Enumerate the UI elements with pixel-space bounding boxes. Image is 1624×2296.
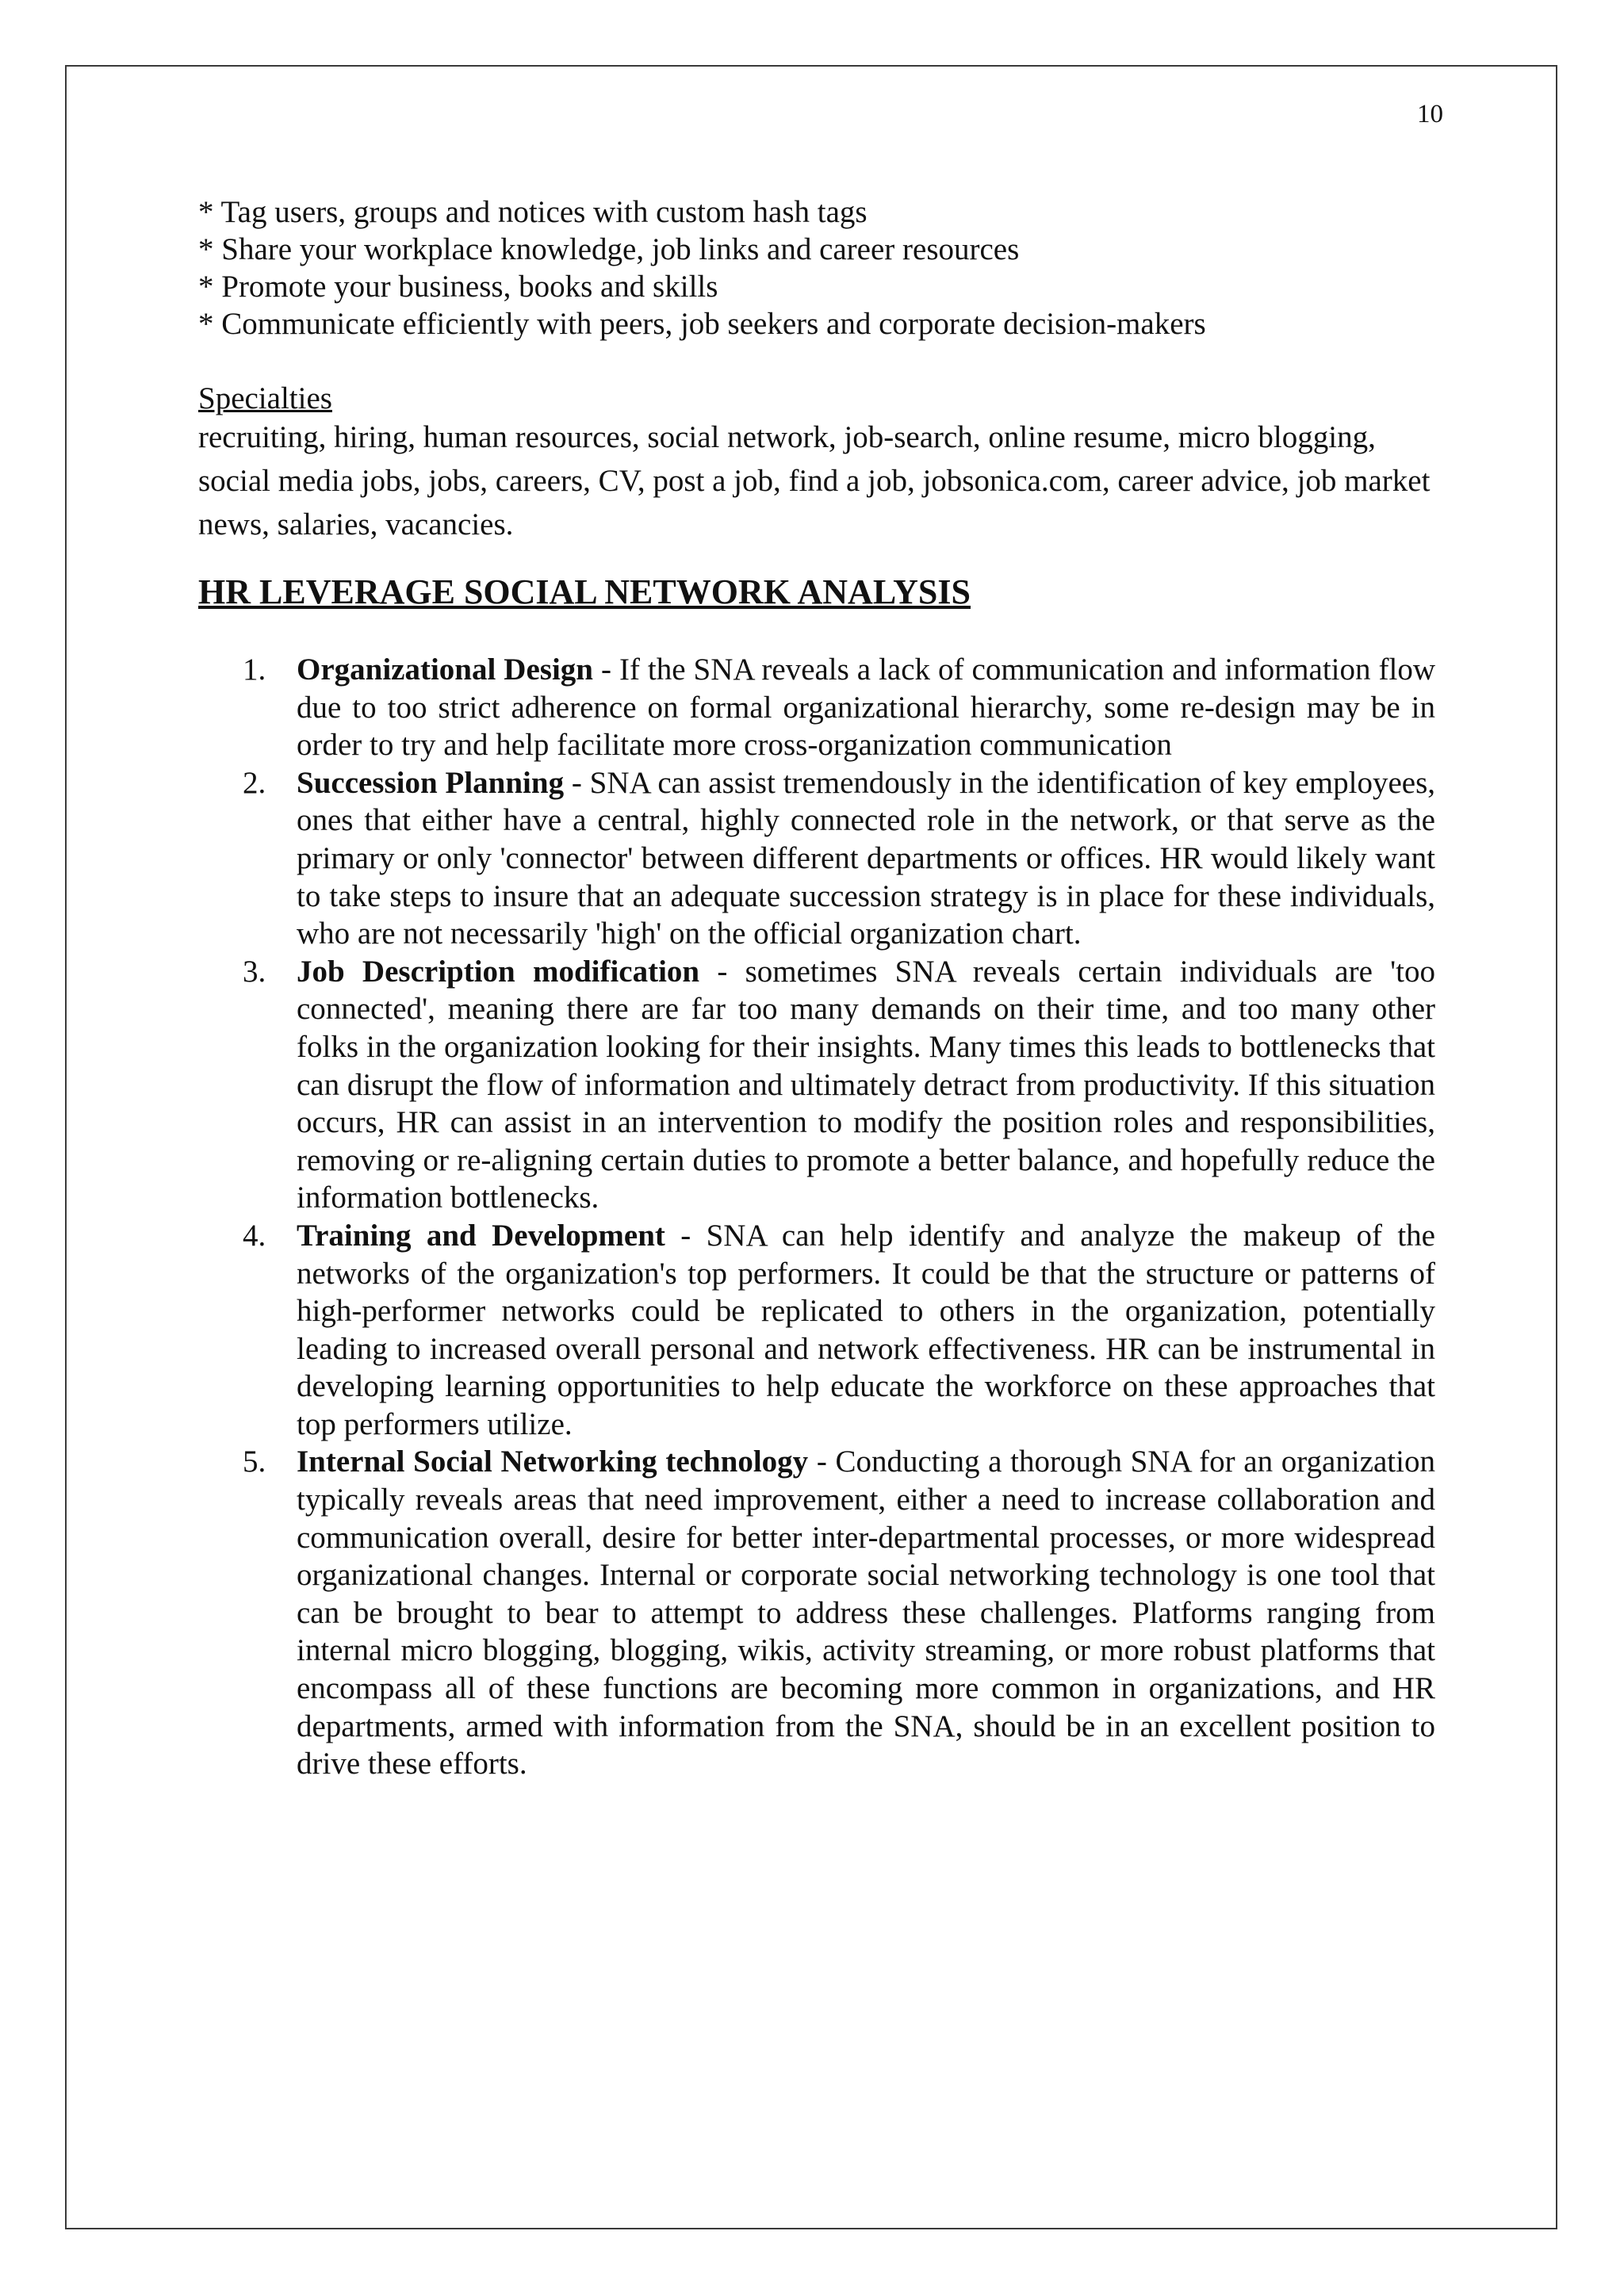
feature-bullet-list — [198, 193, 1435, 342]
list-item — [198, 953, 1435, 1217]
list-item-text: - SNA can help identify and analyze the makeup of the networks of the organization's top performers. It could be that the structure or patterns of high-performer networks could be replicated to others in the organization, potentially leading to increased overall personal and network effectiveness. HR can be instrumental in developing learning opportunities to help educate the workforce on these approaches that top performers utilize. — [297, 1218, 1435, 1441]
list-item — [198, 1443, 1435, 1782]
list-item-text: - Conducting a thorough SNA for an organization typically reveals areas that need improvement, either a need to increase collaboration and communication overall, desire for better inter-departmental processes, or more widespread organizational changes. Internal or corporate social networking technology is one tool that can be brought to bear to attempt to address these challenges. Platforms ranging from internal micro blogging, blogging, wikis, activity streaming, or more robust platforms that encompass all of these functions are becoming more common in organizations, and HR departments, armed with information from the SNA, should be in an excellent position to drive these efforts. — [297, 1445, 1435, 1781]
list-item-title: Job Description modification — [297, 954, 700, 989]
list-item-number: 2. — [243, 765, 266, 800]
list-item-text: - SNA can assist tremendously in the identification of key employees, ones that either have a central, highly connected role in the network, or that serve as the primary or only 'connector' between different departments or offices. HR would likely want to take steps to insure that an adequate succession strategy is in place for these individuals, who are not necessarily 'high' on the official organization chart. — [297, 765, 1436, 951]
page-number: 10 — [1417, 100, 1443, 128]
specialties-block — [198, 380, 1435, 546]
list-item — [198, 1217, 1435, 1444]
list-item — [198, 764, 1435, 953]
specialties-heading: Specialties — [198, 381, 332, 415]
list-item-number: 5. — [243, 1445, 266, 1479]
list-item-text: - sometimes SNA reveals certain individuals are 'too connected', meaning there are far too many demands on their time, and too many other folks in the organization looking for their insights. Many times this leads to bottlenecks that can disrupt the flow of information and ultimately detract from productivity. If this situation occurs, HR can assist in an intervention to modify the position roles and responsibilities, removing or re-aligning certain duties to promote a better balance, and hopefully reduce the information bottlenecks. — [297, 954, 1435, 1215]
bullet-item: * Tag users, groups and notices with custom hash tags — [198, 195, 868, 229]
list-item-text: - If the SNA reveals a lack of communication and information flow due to too strict adherence on formal organizational hierarchy, some re-design may be in order to try and help facilitate more cross-organization communication — [297, 652, 1435, 763]
list-item-title: Training and Development — [297, 1218, 665, 1253]
list-item-title: Internal Social Networking technology — [297, 1445, 809, 1479]
list-item-number: 3. — [243, 954, 266, 989]
list-item-title: Organizational Design — [297, 652, 593, 687]
bullet-item: * Promote your business, books and skills — [198, 270, 718, 304]
section-heading: HR LEVERAGE SOCIAL NETWORK ANALYSIS — [198, 572, 971, 611]
list-item-title: Succession Planning — [297, 765, 565, 800]
page-content — [198, 193, 1435, 1783]
bullet-item: * Communicate efficiently with peers, job seekers and corporate decision-makers — [198, 307, 1206, 341]
list-item-number: 1. — [243, 652, 266, 687]
bullet-item: * Share your workplace knowledge, job links and career resources — [198, 232, 1020, 266]
list-item — [198, 651, 1435, 764]
sna-numbered-list — [198, 651, 1435, 1783]
list-item-number: 4. — [243, 1218, 266, 1253]
specialties-text: recruiting, hiring, human resources, social network, job-search, online resume, micro blogging, social media jobs, jobs, careers, CV, post a job, find a job, jobsonica.com, career advice, job market news, salaries, vacancies. — [198, 420, 1431, 541]
